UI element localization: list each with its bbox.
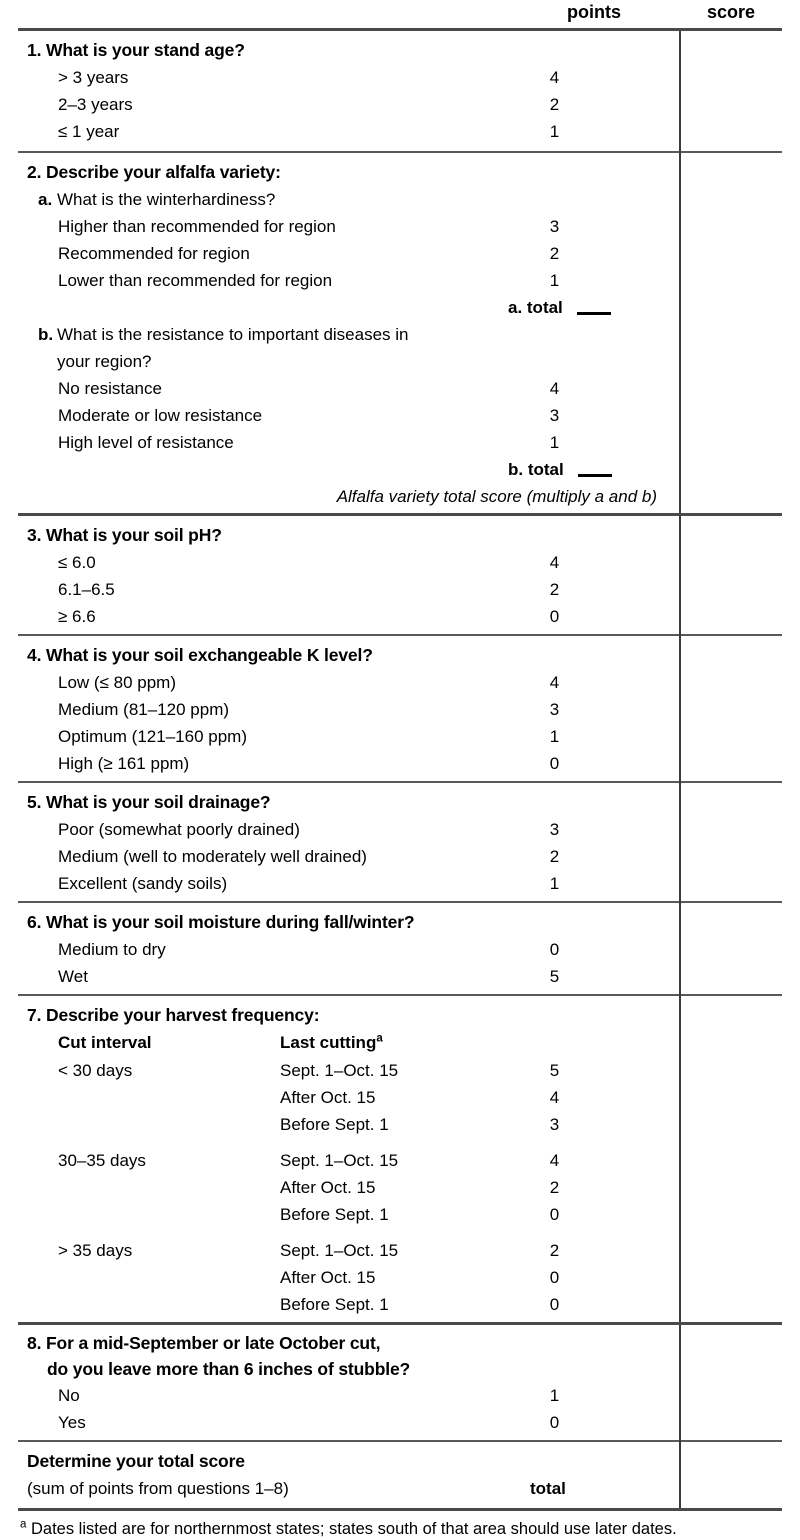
- q7-header-cells: [18, 1029, 508, 1057]
- q7-last-cutting[interactable]: After Oct. 15: [280, 1264, 508, 1291]
- question-3-title-row: [18, 515, 782, 550]
- score-box-q8[interactable]: [680, 1324, 782, 1442]
- score-box-q4[interactable]: [680, 635, 782, 782]
- option-label[interactable]: Higher than recommended for region: [18, 213, 508, 240]
- header-score: score: [680, 0, 782, 30]
- q7-last-cutting-text: Last cutting: [280, 1033, 376, 1052]
- q7-last-cutting[interactable]: Sept. 1–Oct. 15: [280, 1147, 508, 1174]
- question-2a-option-row: [18, 267, 782, 294]
- q7-grid: [18, 1264, 508, 1291]
- question-2-title: 2. Describe your alfalfa variety:: [18, 152, 508, 186]
- question-5-title-row: [18, 782, 782, 816]
- question-2a-prompt: [18, 186, 508, 213]
- footnote-cell: [18, 1510, 782, 1540]
- question-5-option-row: [18, 870, 782, 902]
- footnote-text: Dates listed are for northernmost states; states south of that area should use later dates.: [26, 1520, 676, 1538]
- option-points: 1: [508, 267, 680, 294]
- question-1-points-header: [508, 30, 680, 65]
- option-points: 2: [508, 1228, 680, 1264]
- question-5-points-header: [508, 782, 680, 816]
- option-points: 0: [508, 1264, 680, 1291]
- subtotal-a-label: a. total: [508, 298, 563, 317]
- q7-row-cells: [18, 1264, 508, 1291]
- final-total-sub-row: [18, 1475, 782, 1510]
- sub-prompt-line2: your region?: [38, 348, 508, 375]
- q7-row-cells: [18, 1174, 508, 1201]
- q7-cut-interval-blank: [18, 1111, 280, 1138]
- final-total-title-row: [18, 1441, 782, 1475]
- option-points: 1: [508, 1382, 680, 1409]
- option-points: 4: [508, 669, 680, 696]
- q7-group-row: [18, 1138, 782, 1174]
- question-3-option-row: [18, 576, 782, 603]
- option-label[interactable]: High (≥ 161 ppm): [18, 750, 508, 782]
- q7-grid: [18, 1201, 508, 1228]
- score-box-q2[interactable]: [680, 152, 782, 515]
- q7-cut-interval[interactable]: > 35 days: [18, 1237, 280, 1264]
- question-2b-option-row: [18, 375, 782, 402]
- q7-row-cells: [18, 1057, 508, 1084]
- q7-grid: [18, 1237, 508, 1264]
- option-points: 0: [508, 1409, 680, 1441]
- q7-cut-interval-blank: [18, 1201, 280, 1228]
- q7-grid: [18, 1147, 508, 1174]
- question-2a-option-row: [18, 213, 782, 240]
- q7-cut-interval[interactable]: 30–35 days: [18, 1147, 280, 1174]
- option-label[interactable]: Yes: [18, 1409, 508, 1441]
- q7-row-cells: [18, 1084, 508, 1111]
- question-2-note-row: [18, 483, 782, 515]
- option-points: 1: [508, 723, 680, 750]
- question-4-title: 4. What is your soil exchangeable K level?: [18, 635, 508, 669]
- final-spacer: [508, 1441, 680, 1475]
- option-label[interactable]: Low (≤ 80 ppm): [18, 669, 508, 696]
- q7-last-cutting[interactable]: Before Sept. 1: [280, 1111, 508, 1138]
- question-2a-total-row: [18, 294, 782, 321]
- question-3-points-header: [508, 515, 680, 550]
- q7-row-cells: [18, 1138, 508, 1174]
- option-label[interactable]: > 3 years: [18, 64, 508, 91]
- q7-cut-interval[interactable]: < 30 days: [18, 1057, 280, 1084]
- option-points: 3: [508, 696, 680, 723]
- q7-grid: [18, 1057, 508, 1084]
- question-8-title: [18, 1324, 508, 1383]
- spacer: [18, 294, 508, 321]
- sub-marker-a: a.: [38, 186, 57, 213]
- question-5-option-row: [18, 843, 782, 870]
- question-1-option-row: [18, 91, 782, 118]
- q7-group-row: [18, 1201, 782, 1228]
- q7-col-last-cutting: [280, 1029, 508, 1057]
- option-points: 0: [508, 1201, 680, 1228]
- q7-last-cutting[interactable]: After Oct. 15: [280, 1174, 508, 1201]
- option-points: 2: [508, 576, 680, 603]
- q7-header-grid: [18, 1029, 508, 1057]
- q7-group-row: [18, 1228, 782, 1264]
- question-4-option-row: [18, 696, 782, 723]
- q7-group-row: [18, 1174, 782, 1201]
- option-label[interactable]: Optimum (121–160 ppm): [18, 723, 508, 750]
- empty-points: [508, 1029, 680, 1057]
- empty-points: [508, 321, 680, 375]
- q7-row-cells: [18, 1228, 508, 1264]
- q7-cut-interval-blank: [18, 1174, 280, 1201]
- question-2b-total-row: [18, 456, 782, 483]
- option-points: 4: [508, 64, 680, 91]
- option-points: 4: [508, 1138, 680, 1174]
- question-2b-prompt-row: [18, 321, 782, 375]
- option-points: 5: [508, 1057, 680, 1084]
- final-total-title: Determine your total score: [18, 1441, 508, 1475]
- q7-group-row: [18, 1264, 782, 1291]
- option-points: 1: [508, 429, 680, 456]
- sub-prompt-text: What is the winterhardiness?: [57, 190, 275, 209]
- footnote-marker-a-icon: a: [20, 1519, 26, 1531]
- question-1-title: 1. What is your stand age?: [18, 30, 508, 65]
- question-2a-option-row: [18, 240, 782, 267]
- question-7-title: 7. Describe your harvest frequency:: [18, 995, 508, 1029]
- question-2b-option-row: [18, 429, 782, 456]
- question-6-option-row: [18, 936, 782, 963]
- q7-row-cells: [18, 1201, 508, 1228]
- option-label[interactable]: Recommended for region: [18, 240, 508, 267]
- question-2-title-row: [18, 152, 782, 186]
- question-4-title-row: [18, 635, 782, 669]
- option-points: 4: [508, 549, 680, 576]
- footnote-marker-icon: a: [376, 1032, 382, 1044]
- final-total-subtitle: (sum of points from questions 1–8): [18, 1475, 508, 1510]
- option-points: 0: [508, 603, 680, 635]
- option-label[interactable]: Medium to dry: [18, 936, 508, 963]
- question-4-option-row: [18, 750, 782, 782]
- option-points: 5: [508, 963, 680, 995]
- question-8-option-row: [18, 1409, 782, 1441]
- q7-cut-interval-blank: [18, 1264, 280, 1291]
- question-5-option-row: [18, 816, 782, 843]
- option-label[interactable]: Wet: [18, 963, 508, 995]
- option-label[interactable]: Moderate or low resistance: [18, 402, 508, 429]
- question-2b-prompt: [18, 321, 508, 375]
- worksheet-table: [18, 0, 782, 1540]
- option-label[interactable]: Lower than recommended for region: [18, 267, 508, 294]
- subtotal-b-label: b. total: [508, 460, 564, 479]
- sub-marker-b: b.: [38, 321, 57, 348]
- q7-group-row: [18, 1111, 782, 1138]
- question-3-option-row: [18, 549, 782, 576]
- q7-grid: [18, 1291, 508, 1318]
- score-box-q7[interactable]: [680, 995, 782, 1324]
- subtotal-a: [508, 294, 680, 321]
- option-label[interactable]: 2–3 years: [18, 91, 508, 118]
- option-points: 2: [508, 240, 680, 267]
- q7-grid: [18, 1084, 508, 1111]
- option-points: 3: [508, 402, 680, 429]
- q7-group-row: [18, 1291, 782, 1324]
- table-header-row: [18, 0, 782, 30]
- option-label[interactable]: High level of resistance: [18, 429, 508, 456]
- table-bottom-rule-row: [18, 1510, 782, 1540]
- option-label[interactable]: Medium (81–120 ppm): [18, 696, 508, 723]
- final-total-label: total: [508, 1475, 680, 1510]
- question-4-option-row: [18, 723, 782, 750]
- question-2b-option-row: [18, 402, 782, 429]
- question-7-points-header: [508, 995, 680, 1029]
- question-8-title-line1: 8. For a mid-September or late October cut,: [27, 1333, 380, 1353]
- q7-row-cells: [18, 1291, 508, 1324]
- option-label[interactable]: Poor (somewhat poorly drained): [18, 816, 508, 843]
- q7-grid: [18, 1174, 508, 1201]
- q7-cut-interval-blank: [18, 1084, 280, 1111]
- option-points: 4: [508, 375, 680, 402]
- option-points: 0: [508, 936, 680, 963]
- question-8-option-row: [18, 1382, 782, 1409]
- question-4-option-row: [18, 669, 782, 696]
- subtotal-b: [508, 456, 680, 483]
- q7-last-cutting[interactable]: Before Sept. 1: [280, 1201, 508, 1228]
- option-label[interactable]: No: [18, 1382, 508, 1409]
- q7-group-row: [18, 1084, 782, 1111]
- question-3-title: 3. What is your soil pH?: [18, 515, 508, 550]
- option-label[interactable]: ≤ 6.0: [18, 549, 508, 576]
- option-label[interactable]: ≥ 6.6: [18, 603, 508, 635]
- q7-row-cells: [18, 1111, 508, 1138]
- option-label[interactable]: No resistance: [18, 375, 508, 402]
- q7-last-cutting[interactable]: Before Sept. 1: [280, 1291, 508, 1318]
- option-label[interactable]: 6.1–6.5: [18, 576, 508, 603]
- question-6-points-header: [508, 902, 680, 936]
- score-box-q1[interactable]: [680, 30, 782, 153]
- option-points: 2: [508, 1174, 680, 1201]
- question-1-option-row: [18, 64, 782, 91]
- q7-grid: [18, 1111, 508, 1138]
- question-1-title-row: [18, 30, 782, 65]
- score-box-q3[interactable]: [680, 515, 782, 636]
- option-points: 2: [508, 91, 680, 118]
- question-6-title-row: [18, 902, 782, 936]
- question-7-title-row: [18, 995, 782, 1029]
- option-points: 3: [508, 816, 680, 843]
- question-5-title: 5. What is your soil drainage?: [18, 782, 508, 816]
- sub-prompt-line1: What is the resistance to important diseases in: [57, 325, 409, 344]
- option-points: 4: [508, 1084, 680, 1111]
- question-6-option-row: [18, 963, 782, 995]
- question-2a-prompt-row: [18, 186, 782, 213]
- option-points: 3: [508, 213, 680, 240]
- option-label[interactable]: Excellent (sandy soils): [18, 870, 508, 902]
- header-spacer: [18, 0, 508, 30]
- score-box-q5[interactable]: [680, 782, 782, 902]
- empty-points: [508, 186, 680, 213]
- option-label[interactable]: Medium (well to moderately well drained): [18, 843, 508, 870]
- question-8-points-header: [508, 1324, 680, 1383]
- header-points: points: [508, 0, 680, 30]
- q7-last-cutting[interactable]: After Oct. 15: [280, 1084, 508, 1111]
- option-points: 2: [508, 843, 680, 870]
- option-label[interactable]: ≤ 1 year: [18, 118, 508, 152]
- alfalfa-variety-note: Alfalfa variety total score (multiply a and b): [18, 483, 680, 515]
- option-points: 3: [508, 1111, 680, 1138]
- q7-col-cut-interval: Cut interval: [18, 1029, 280, 1057]
- option-points: 0: [508, 1291, 680, 1324]
- q7-last-cutting[interactable]: Sept. 1–Oct. 15: [280, 1057, 508, 1084]
- q7-cut-interval-blank: [18, 1291, 280, 1318]
- question-4-points-header: [508, 635, 680, 669]
- question-8-title-line2: do you leave more than 6 inches of stubble?: [27, 1356, 508, 1382]
- subtotal-a-blank[interactable]: [577, 312, 611, 315]
- question-1-option-row: [18, 118, 782, 152]
- spacer: [18, 456, 508, 483]
- score-box-q6[interactable]: [680, 902, 782, 995]
- question-3-option-row: [18, 603, 782, 635]
- q7-group-row: [18, 1057, 782, 1084]
- question-7-columns-header: [18, 1029, 782, 1057]
- q7-last-cutting[interactable]: Sept. 1–Oct. 15: [280, 1237, 508, 1264]
- option-points: 1: [508, 870, 680, 902]
- option-points: 1: [508, 118, 680, 152]
- question-6-title: 6. What is your soil moisture during fall/winter?: [18, 902, 508, 936]
- footnote: [18, 1511, 782, 1540]
- option-points: 0: [508, 750, 680, 782]
- score-box-total[interactable]: [680, 1441, 782, 1510]
- subtotal-b-blank[interactable]: [578, 474, 612, 477]
- question-2-points-header: [508, 152, 680, 186]
- question-8-title-row: [18, 1324, 782, 1383]
